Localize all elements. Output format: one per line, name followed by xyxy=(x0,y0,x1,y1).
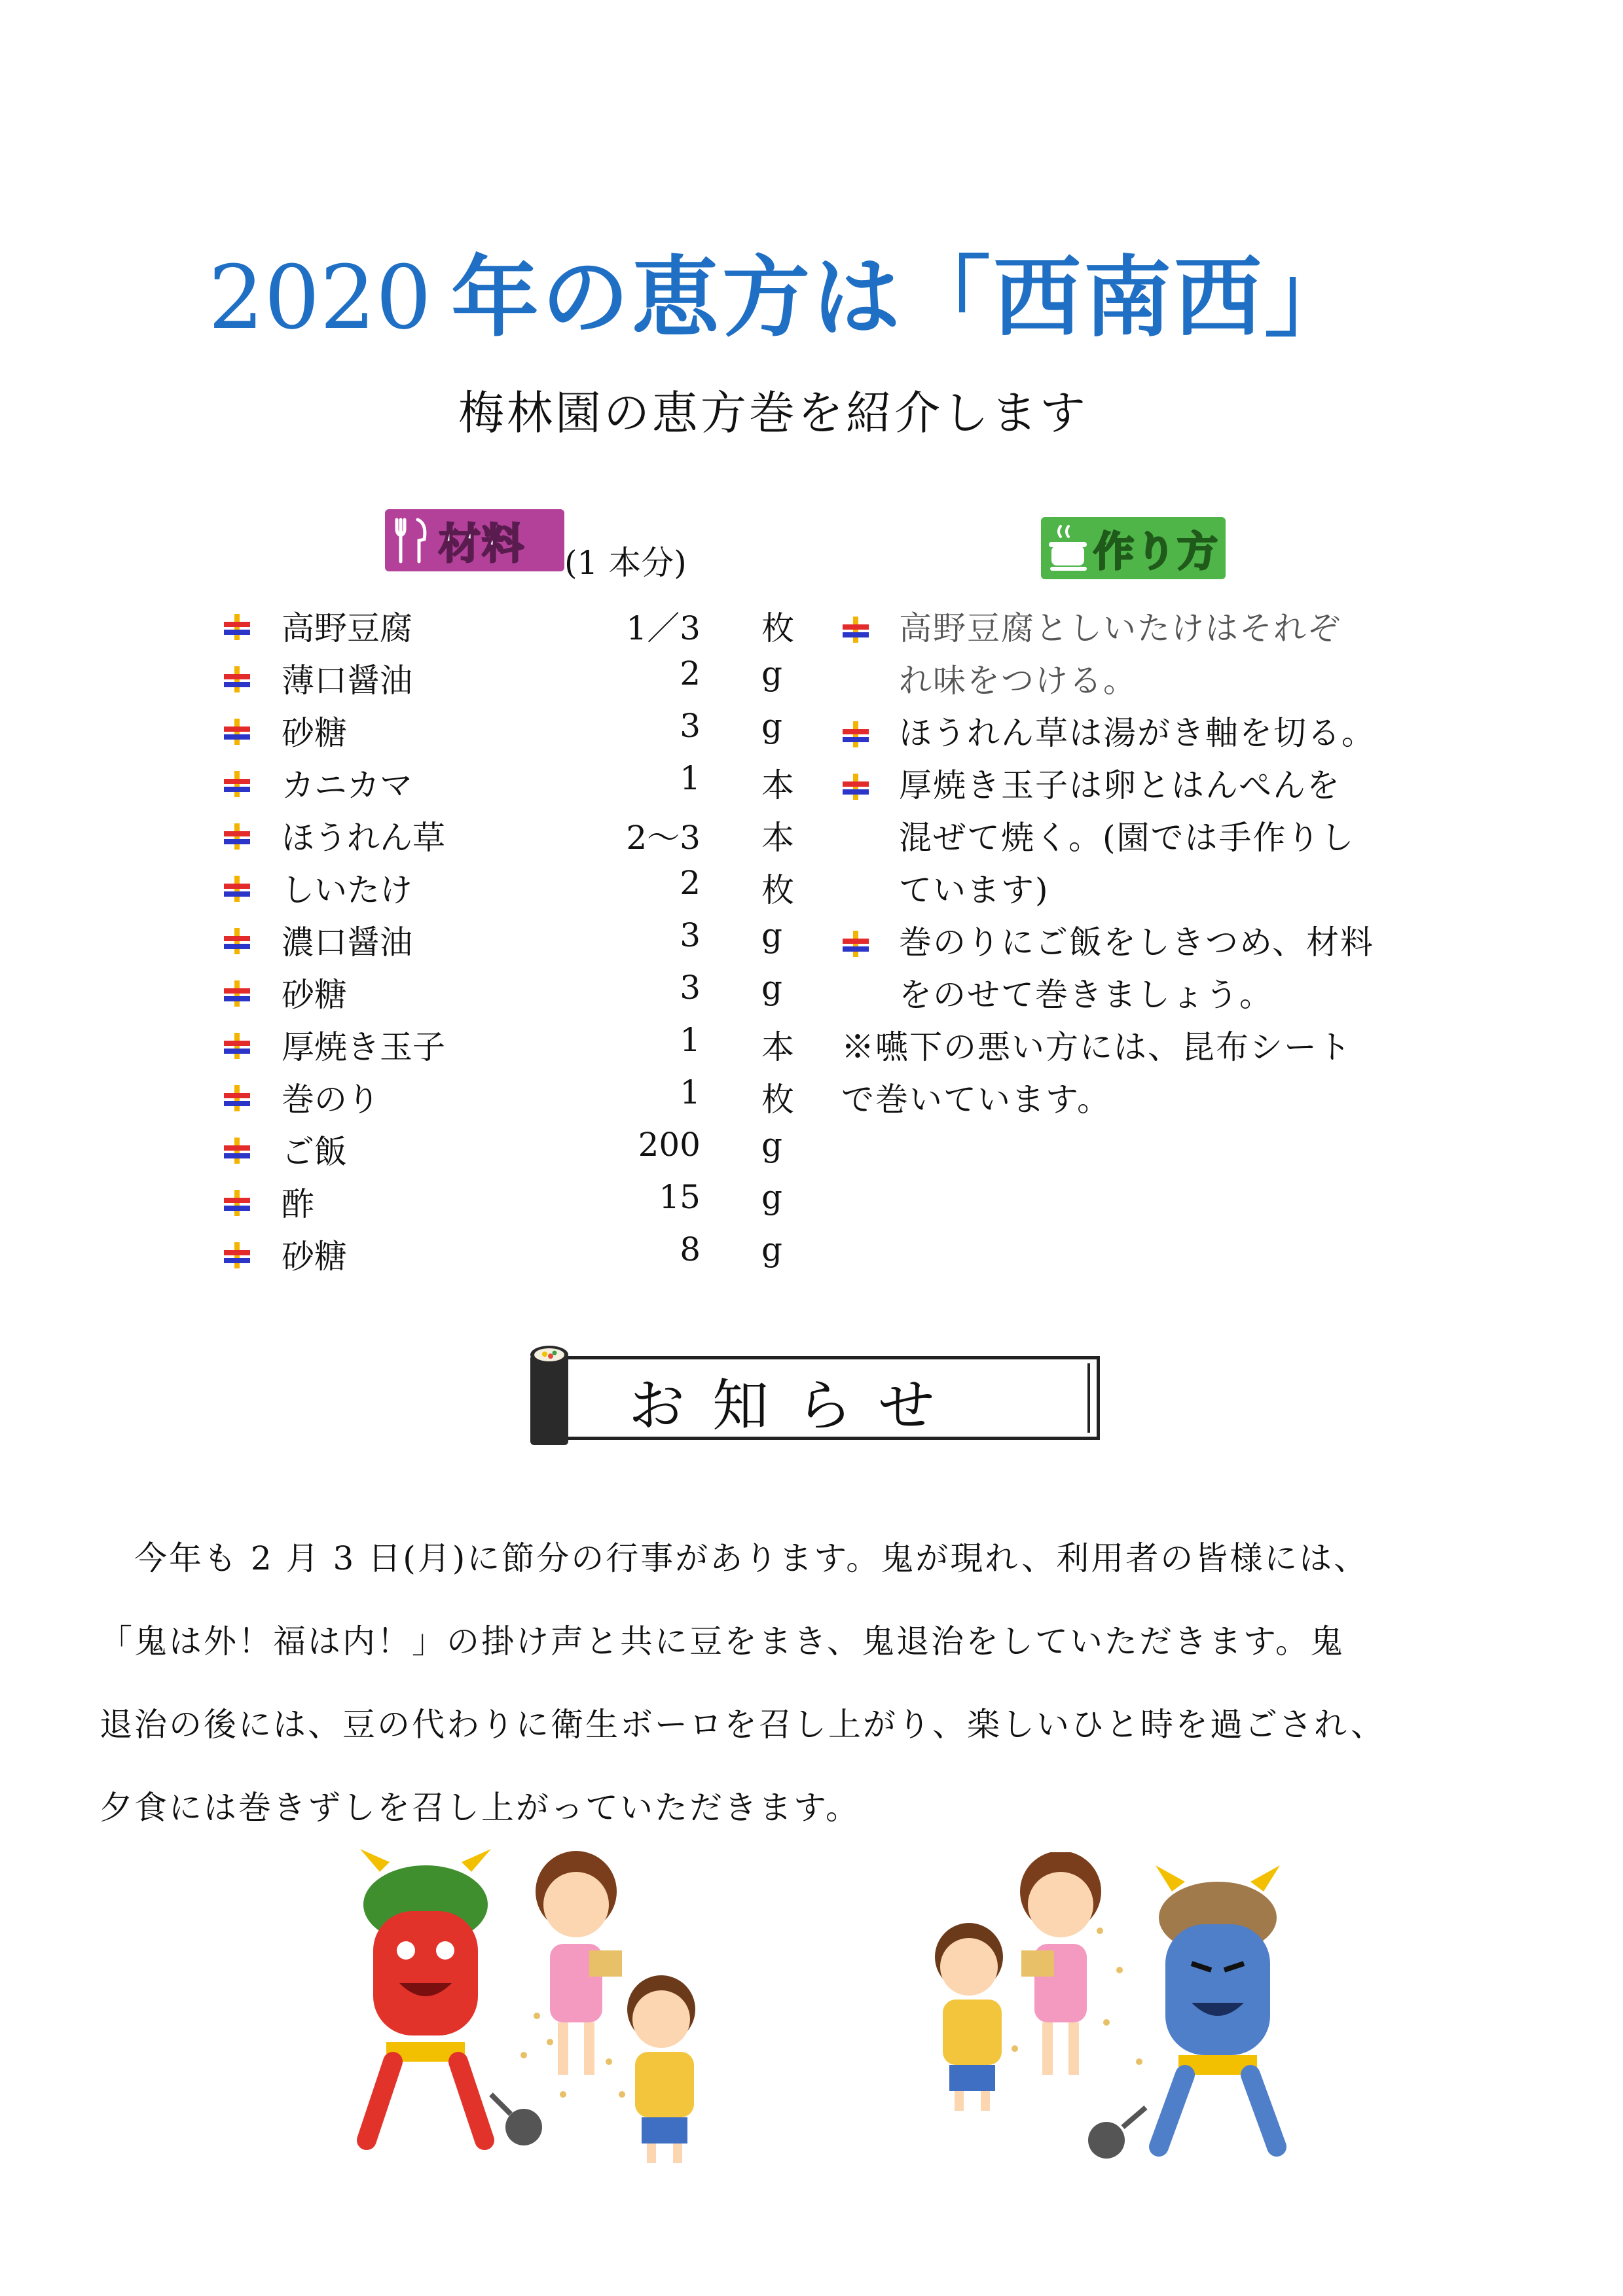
notice-heading: お知らせ xyxy=(629,1373,962,1439)
ingredient-name: 巻のり xyxy=(282,1081,380,1119)
notice-body-line: 退治の後には、豆の代わりに衛生ボーロを召し上がり、楽しいひと時を過ごされ、 xyxy=(100,1706,1385,1744)
method-step-line: 高野豆腐としいたけはそれぞ xyxy=(899,609,1341,647)
ingredient-row xyxy=(223,707,812,753)
ingredient-quantity: 3 xyxy=(680,707,701,745)
ingredient-unit: 枚 xyxy=(761,1081,794,1119)
ingredient-unit: 枚 xyxy=(761,609,794,647)
ingredient-name: ほうれん草 xyxy=(282,819,445,857)
ingredient-quantity: 1 xyxy=(680,1021,701,1059)
ingredient-name: カニカマ xyxy=(282,766,412,804)
ingredient-unit: g xyxy=(761,655,783,692)
title-year: 2020 xyxy=(208,247,432,349)
method-note-line: で巻いています。 xyxy=(841,1081,1111,1119)
notice-body xyxy=(100,1517,1527,1850)
cooking-pot-icon xyxy=(1048,524,1089,573)
kitchen-utensil-icon xyxy=(392,514,433,567)
ingredient-unit: 本 xyxy=(761,819,794,857)
bullet-icon xyxy=(841,615,870,644)
notice-body-line: 「鬼は外！福は内！」の掛け声と共に豆をまき、鬼退治をしていただきます。鬼 xyxy=(100,1623,1345,1660)
ingredient-unit: g xyxy=(761,707,783,745)
bullet-icon xyxy=(223,770,251,798)
portion-label: (1 本分) xyxy=(564,544,687,582)
ingredient-unit: g xyxy=(761,969,783,1007)
ingredient-name: 砂糖 xyxy=(282,714,347,752)
ingredient-row xyxy=(223,916,812,962)
method-step-line: をのせて巻きましょう。 xyxy=(899,976,1273,1014)
ingredient-quantity: 1／3 xyxy=(626,609,701,647)
ingredient-quantity: 200 xyxy=(638,1126,701,1164)
ingredient-row xyxy=(223,1178,812,1224)
method-step-line: ています) xyxy=(899,871,1049,909)
ingredient-quantity: 3 xyxy=(680,916,701,954)
method-step xyxy=(841,602,1431,707)
ingredient-quantity: 2〜3 xyxy=(626,819,701,857)
ingredient-name: ご飯 xyxy=(282,1133,347,1171)
method-step-line: ほうれん草は湯がき軸を切る。 xyxy=(899,714,1376,752)
ingredient-name: 砂糖 xyxy=(282,1238,347,1276)
ingredients-heading: 材料 xyxy=(439,520,525,569)
notice-body-line: 夕食には巻きずしを召し上がっていただきます。 xyxy=(100,1789,860,1827)
ingredient-row xyxy=(223,864,812,910)
ingredient-row xyxy=(223,969,812,1014)
bullet-icon xyxy=(223,717,251,746)
ingredient-row xyxy=(223,1073,812,1119)
method-badge xyxy=(1041,517,1226,579)
ingredient-quantity: 3 xyxy=(680,969,701,1007)
method-step-line: 厚焼き玉子は卵とはんぺんを xyxy=(899,766,1341,804)
ingredient-quantity: 8 xyxy=(680,1230,701,1268)
method-step xyxy=(841,759,1431,916)
ingredient-quantity: 1 xyxy=(680,759,701,797)
ingredient-quantity: 15 xyxy=(659,1178,701,1216)
ingredient-name: 高野豆腐 xyxy=(282,609,412,647)
bullet-icon xyxy=(223,1189,251,1217)
bullet-icon xyxy=(223,822,251,851)
method-step-line: 巻のりにご飯をしきつめ、材料 xyxy=(899,924,1374,961)
ingredient-name: 砂糖 xyxy=(282,976,347,1014)
ingredient-row xyxy=(223,1230,812,1276)
ingredient-unit: g xyxy=(761,1178,783,1216)
ingredient-row xyxy=(223,812,812,857)
ingredient-unit: g xyxy=(761,916,783,954)
bullet-icon xyxy=(841,929,870,958)
bullet-icon xyxy=(223,1241,251,1270)
ingredient-unit: g xyxy=(761,1230,783,1268)
method-steps xyxy=(841,602,1431,1126)
method-step xyxy=(841,707,1431,759)
ingredient-unit: 本 xyxy=(761,766,794,804)
ingredient-row xyxy=(223,1126,812,1172)
bullet-icon xyxy=(841,720,870,749)
ingredient-row xyxy=(223,655,812,700)
ingredient-name: しいたけ xyxy=(282,871,412,909)
bullet-icon xyxy=(223,927,251,956)
ingredient-unit: g xyxy=(761,1126,783,1164)
bullet-icon xyxy=(223,665,251,694)
bullet-icon xyxy=(223,613,251,641)
method-heading: 作り方 xyxy=(1093,528,1220,575)
ingredient-name: 濃口醤油 xyxy=(282,924,412,961)
ingredient-row xyxy=(223,602,812,648)
title-text: 年の恵方は「西南西」 xyxy=(451,247,1355,349)
bullet-icon xyxy=(841,772,870,801)
method-step-line: れ味をつける。 xyxy=(899,662,1137,700)
blue-oni-children-illustration xyxy=(910,1852,1303,2179)
subtitle: 梅林園の恵方巻を紹介します xyxy=(458,386,1088,440)
ingredient-unit: 本 xyxy=(761,1028,794,1066)
ingredient-name: 厚焼き玉子 xyxy=(282,1028,445,1066)
page-title xyxy=(208,228,1355,353)
ingredient-quantity: 1 xyxy=(680,1073,701,1111)
method-note xyxy=(841,1021,1431,1126)
red-oni-children-illustration xyxy=(354,1846,733,2173)
method-note-line: ※嚥下の悪い方には、昆布シート xyxy=(841,1028,1352,1066)
notice-banner xyxy=(524,1342,1100,1446)
bullet-icon xyxy=(223,874,251,903)
bullet-icon xyxy=(223,1084,251,1113)
ingredient-unit: 枚 xyxy=(761,871,794,909)
bullet-icon xyxy=(223,1136,251,1165)
notice-body-line: 今年も 2 月 3 日(月)に節分の行事があります。鬼が現れ、利用者の皆様には、 xyxy=(100,1539,1369,1577)
ingredient-name: 薄口醤油 xyxy=(282,662,412,700)
method-step-line: 混ぜて焼く。(園では手作りし xyxy=(899,819,1355,857)
ingredient-name: 酢 xyxy=(282,1185,314,1223)
ingredient-row xyxy=(223,1021,812,1067)
ingredient-quantity: 2 xyxy=(680,655,701,692)
method-step xyxy=(841,916,1431,1021)
bullet-icon xyxy=(223,979,251,1008)
ingredient-row xyxy=(223,759,812,805)
bullet-icon xyxy=(223,1031,251,1060)
sushi-roll-icon xyxy=(524,1342,575,1446)
ingredients-badge xyxy=(385,509,564,571)
ingredient-quantity: 2 xyxy=(680,864,701,902)
